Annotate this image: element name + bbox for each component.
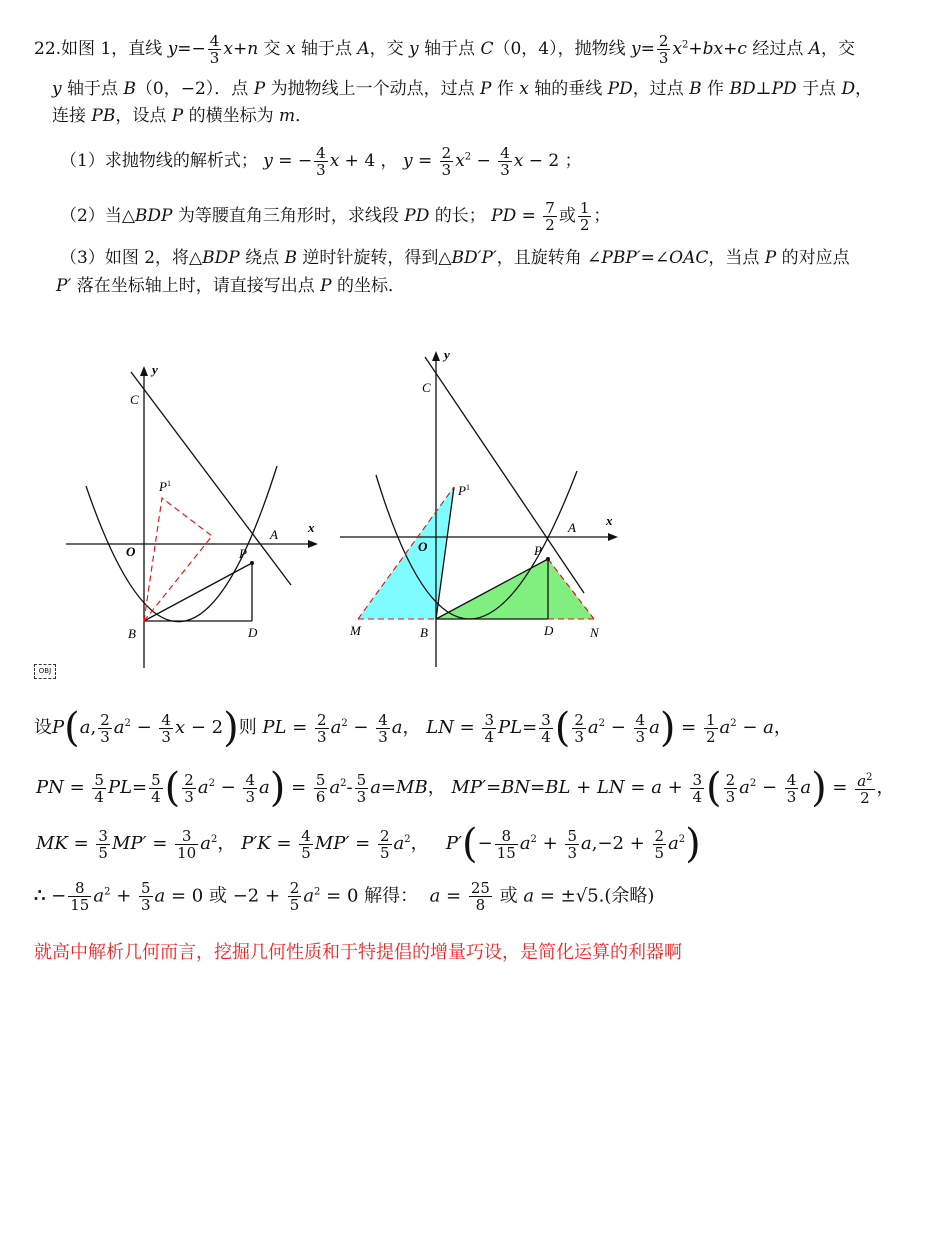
question-1: （1）求抛物线的解析式； y = − $\frac{4}{3}$ x + 4 ， y = $\frac{2}{3}$ $x^2$ − $\frac{4}{3}$ x − 2 ； <box>60 144 582 179</box>
solution-line-3: MK = $\frac{3}{5}$ MP′ = $\frac{3}{10}$ $a^2$， P′K = $\frac{4}{5}$ MP′ = $\frac{2}{5}$ $a^2$， P′(− $\frac{8}{15}$ $a^2$ + $\frac{5}{3}$ a,−2 + $\frac{2}{5}$ $a^2$) <box>36 821 701 867</box>
label-b: B <box>128 626 136 641</box>
question-2: （2）当△BDP 为等腰直角三角形时，求线段 PD 的长； PD = $\frac{7}{2}$ 或 $\frac{1}{2}$ ； <box>60 199 611 234</box>
label-p1: $P^1$ <box>458 483 470 498</box>
label-d: D <box>544 623 554 638</box>
y-axis-arrow <box>140 366 148 376</box>
segment-bp <box>144 563 252 621</box>
label-y: y <box>152 362 158 377</box>
triangle-right-fill <box>436 559 594 619</box>
question-3-line-1: （3）如图 2，将△BDP 绕点 B 逆时针旋转，得到△BD′P′，且旋转角 ∠PBP′=∠OAC，当点 P 的对应点 <box>60 248 850 268</box>
figure-2 <box>336 345 626 675</box>
problem-line-2: y 轴于点 B（0，−2）．点 P 为抛物线上一个动点，过点 P 作 x 轴的垂线 PD，过点 B 作 BD⊥PD 于点 D， <box>52 79 873 99</box>
label-y: y <box>444 347 450 362</box>
problem-line-1: 22.如图 1，直线 y=− $\frac{4}{3}$ x+n 交 x 轴于点 A，交 y 轴于点 C（0，4），抛物线 y= $\frac{2}{3}$ $x^2+bx+c$ 经过点 A，交 <box>34 32 856 67</box>
label-x: x <box>308 520 315 535</box>
problem-number: 22. <box>34 39 62 59</box>
x-axis-arrow <box>308 540 318 548</box>
x-axis-arrow <box>608 533 618 541</box>
label-d: D <box>248 625 258 640</box>
label-m: M <box>350 623 361 638</box>
line-ca <box>425 357 584 593</box>
label-c: C <box>130 392 139 407</box>
solution-line-1: 设P(a, $\frac{2}{3}$ $a^2$ − $\frac{4}{3}$ x − 2)则 PL = $\frac{2}{3}$ $a^2$ − $\frac{4}{3}$ a， LN = $\frac{3}{4}$ PL= $\frac{3}{4}$ ( $\frac{2}{3}$ $a^2$ − $\frac{4}{3}$ a) = $\frac{1}{2}$ $a^2 - a$， <box>34 705 792 751</box>
label-a: A <box>568 520 576 535</box>
label-p1: $P^1$ <box>159 479 171 494</box>
obj-placeholder-icon: OBJ <box>34 664 56 679</box>
label-n: N <box>590 625 599 640</box>
remark-text: 就高中解析几何而言，挖掘几何性质和于特提倡的增量巧设，是简化运算的利器啊 <box>34 942 682 963</box>
label-x: x <box>606 513 613 528</box>
label-o: O <box>126 544 136 559</box>
solution-line-2: PN = $\frac{5}{4}$ PL= $\frac{5}{4}$ ( $\frac{2}{3}$ $a^2$ − $\frac{4}{3}$ a) = $\frac{5}{6}$ $a^2-$ $\frac{5}{3}$ a=MB， MP′=BN=BL + LN = a + $\frac{3}{4}$ ( $\frac{2}{3}$ $a^2$ − $\frac{4}{3}$ a) = $\frac{a^2}{2}$ ， <box>36 765 895 811</box>
solution-line-4: ∴ − $\frac{8}{15}$ $a^2$ + $\frac{5}{3}$ a = 0 或 −2 + $\frac{2}{5}$ $a^2 = 0$ 解得： a = $\frac{25}{8}$ 或 a = ±√5.(余略) <box>34 879 655 914</box>
label-b: B <box>420 625 428 640</box>
y-axis-arrow <box>432 351 440 361</box>
problem-line-3: 连接 PB，设点 P 的横坐标为 m． <box>52 106 313 126</box>
figure-1 <box>60 360 330 675</box>
label-a: A <box>270 527 278 542</box>
label-p: P <box>239 546 247 561</box>
label-c: C <box>422 380 431 395</box>
label-p: P <box>534 543 542 558</box>
label-o: O <box>418 539 428 554</box>
line-ca <box>131 372 291 585</box>
question-3-line-2: P′ 落在坐标轴上时，请直接写出点 P 的坐标． <box>56 276 405 296</box>
